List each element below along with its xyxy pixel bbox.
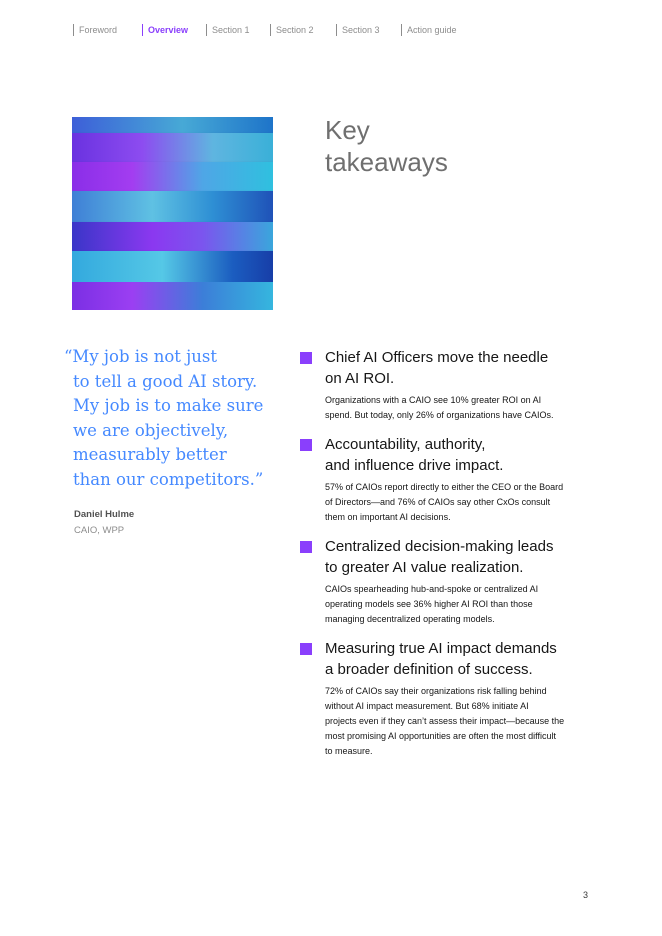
takeaway-body-line: projects even if they can’t assess their impact—because the	[325, 716, 565, 726]
square-bullet-icon	[300, 643, 312, 655]
quote-line: measurably better	[73, 445, 227, 465]
takeaway-body-line: managing decentralized operating models.	[325, 614, 495, 624]
takeaway-body	[325, 480, 590, 525]
takeaway-body	[325, 684, 590, 759]
takeaway-body-line: operating models see 36% higher AI ROI than those	[325, 599, 533, 609]
takeaway-body-line: CAIOs spearheading hub-and-spoke or centralized AI	[325, 584, 539, 594]
nav-item-action-guide[interactable]: Action guide	[401, 24, 457, 36]
takeaway-title	[325, 347, 590, 389]
takeaway-title	[325, 638, 590, 680]
takeaway-body-line: them on important AI decisions.	[325, 512, 451, 522]
nav-item-section-2[interactable]: Section 2	[270, 24, 314, 36]
nav-item-section-3[interactable]: Section 3	[336, 24, 380, 36]
section-nav	[0, 24, 662, 38]
takeaway-title	[325, 536, 590, 578]
takeaway-title-line: on AI ROI.	[325, 370, 395, 387]
takeaway-title-line: Measuring true AI impact demands	[325, 640, 557, 657]
takeaway-title-line: a broader definition of success.	[325, 661, 533, 678]
takeaway-title-line: Centralized decision-making leads	[325, 538, 554, 555]
nav-item-foreword[interactable]: Foreword	[73, 24, 117, 36]
page-title-line-1: Key	[325, 115, 370, 145]
quote-line: “My job is not just	[64, 347, 218, 366]
takeaway-body-line: to measure.	[325, 746, 373, 756]
takeaway-body-line: of Directors—and 76% of CAIOs say other CxOs consult	[325, 497, 551, 507]
abstract-bands-image	[72, 117, 273, 310]
quote-author-role: CAIO, WPP	[74, 525, 125, 536]
takeaway-title-line: and influence drive impact.	[325, 457, 504, 474]
quote-line: to tell a good AI story.	[73, 371, 258, 391]
nav-item-section-1[interactable]: Section 1	[206, 24, 250, 36]
square-bullet-icon	[300, 352, 312, 364]
quote-line: than our competitors.”	[73, 469, 264, 489]
quote-line: we are objectively,	[73, 420, 229, 440]
takeaway-body	[325, 582, 590, 627]
square-bullet-icon	[300, 439, 312, 451]
takeaway-body-line: spend. But today, only 26% of organizations have CAIOs.	[325, 410, 554, 420]
takeaway-title-line: Chief AI Officers move the needle	[325, 349, 549, 366]
page-title-line-2: takeaways	[325, 147, 448, 177]
takeaway-body-line: Organizations with a CAIO see 10% greater ROI on AI	[325, 395, 542, 405]
page-title	[325, 114, 525, 178]
nav-item-overview[interactable]: Overview	[142, 24, 188, 36]
takeaway-title-line: to greater AI value realization.	[325, 559, 524, 576]
quote-line: My job is to make sure	[73, 396, 264, 416]
takeaway-body-line: most promising AI opportunities are often the most difficult	[325, 731, 556, 741]
takeaway-body	[325, 393, 590, 423]
quote-author: Daniel Hulme	[74, 509, 135, 520]
takeaway-body-line: 57% of CAIOs report directly to either the CEO or the Board	[325, 482, 564, 492]
pull-quote	[64, 345, 279, 493]
takeaway-body-line: without AI impact measurement. But 68% initiate AI	[325, 701, 529, 711]
takeaway-title-line: Accountability, authority,	[325, 436, 486, 453]
page-number: 3	[583, 890, 589, 900]
takeaway-body-line: 72% of CAIOs say their organizations risk falling behind	[325, 686, 547, 696]
square-bullet-icon	[300, 541, 312, 553]
takeaway-title	[325, 434, 590, 476]
